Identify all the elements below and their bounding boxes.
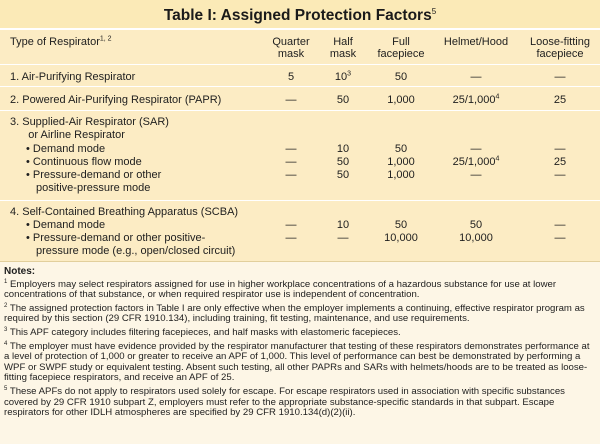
- row-label: 2. Powered Air-Purifying Respirator (PAPR): [10, 94, 222, 106]
- cell-helmet: —: [470, 169, 482, 181]
- cell-half: 10: [336, 143, 350, 155]
- header-type-of-respirator: Type of Respirator$^{1, 2}$: [10, 35, 112, 48]
- cell-loose: 25: [553, 94, 567, 106]
- table-row: [0, 86, 600, 110]
- cell-loose: —: [554, 143, 566, 155]
- cell-full: 10,000: [384, 232, 418, 244]
- sub-row-label: • Demand mode: [26, 219, 106, 231]
- cell-full: 1,000: [387, 169, 415, 181]
- table-row: [0, 200, 600, 261]
- header-half-mask: Half mask: [329, 36, 357, 60]
- table-title-row: [0, 0, 600, 30]
- sub-row-label-continued: pressure mode (e.g., open/closed circuit): [36, 245, 236, 257]
- cell-quarter: —: [285, 94, 297, 106]
- title-footnote-ref: 5: [431, 7, 437, 16]
- sub-row-label: • Pressure-demand or other positive-: [26, 232, 206, 244]
- row-label: 4. Self-Contained Breathing Apparatus (SCBA): [10, 206, 239, 218]
- sub-row-label-continued: positive-pressure mode: [36, 182, 151, 194]
- cell-helmet: 25/1,000$^4$: [452, 93, 500, 106]
- note-item: $^5$ These APFs do not apply to respirators used solely for escape. For escape respirators used in association with specific substances covered by 29 CFR 1910 subpart Z, employers must refer to the appropriate substance-specific standards in that subpart. Escape respirators for other IDLH atmospheres are specified by 29 CFR 1910.134(d)(2)(ii).: [4, 385, 565, 419]
- header-quarter-mask: Quarter mask: [272, 36, 310, 60]
- cell-full: 1,000: [387, 94, 415, 106]
- cell-half: 50: [336, 169, 350, 181]
- cell-quarter: —: [285, 169, 297, 181]
- cell-helmet: 50: [469, 219, 483, 231]
- header-full-facepiece: Full facepiece: [377, 36, 425, 60]
- header-helmet-hood: Helmet/Hood: [443, 36, 509, 48]
- cell-quarter: —: [285, 143, 297, 155]
- cell-full: 50: [394, 71, 408, 83]
- cell-half: 50: [336, 156, 350, 168]
- cell-loose: —: [554, 232, 566, 244]
- cell-half: —: [337, 232, 349, 244]
- notes-heading: Notes:: [4, 266, 36, 277]
- notes-section: [0, 264, 600, 444]
- note-item: $^3$ This APF category includes filtering facepieces, and half masks with elastomeric facepieces.: [4, 326, 401, 338]
- cell-full: 1,000: [387, 156, 415, 168]
- cell-loose: —: [554, 169, 566, 181]
- cell-helmet: —: [470, 71, 482, 83]
- cell-quarter: 5: [287, 71, 295, 83]
- sub-row-label: • Pressure-demand or other: [26, 169, 162, 181]
- cell-quarter: —: [285, 232, 297, 244]
- table-row: [0, 64, 600, 86]
- note-item: $^2$ The assigned protection factors in Table I are only effective when the employer implements a continuing, effective respirator program as required by this section (29 CFR 1910.134), including training, fit testing, maintenance, and use requirements.: [4, 302, 585, 325]
- cell-half: 10: [336, 219, 350, 231]
- row-label-continued: or Airline Respirator: [25, 129, 125, 141]
- cell-loose: —: [554, 71, 566, 83]
- cell-quarter: —: [285, 156, 297, 168]
- sub-row-label: • Demand mode: [26, 143, 106, 155]
- cell-full: 50: [394, 143, 408, 155]
- table-title: Table I: Assigned Protection Factors$^5$: [163, 7, 437, 25]
- cell-half: 50: [336, 94, 350, 106]
- header-loose-fitting: Loose-fitting facepiece: [530, 36, 590, 60]
- sub-row-label: • Continuous flow mode: [26, 156, 142, 168]
- cell-quarter: —: [285, 219, 297, 231]
- cell-full: 50: [394, 219, 408, 231]
- cell-helmet: 10,000: [459, 232, 493, 244]
- cell-loose: 25: [553, 156, 567, 168]
- cell-helmet: 25/1,000$^4$: [452, 155, 500, 168]
- note-item: $^4$ The employer must have evidence provided by the respirator manufacturer that testing of these respirators demonstrates performance at a level of protection of 1,000 or greater to receive an APF of 1,000. This level of performance can best be demonstrated by performing a WPF or SWPF study or equivalent testing. Absent such testing, all other PAPRs and SARs with helmets/hoods are to be treated as loose-fitting facepiece respirators, and receive an APF of 25.: [4, 340, 590, 384]
- cell-loose: —: [554, 219, 566, 231]
- table-header-row: [0, 32, 600, 62]
- row-label: 1. Air-Purifying Respirator: [10, 71, 136, 83]
- row-label: 3. Supplied-Air Respirator (SAR): [10, 116, 169, 128]
- table-row: [0, 110, 600, 200]
- cell-half: $10^3$: [334, 70, 352, 83]
- note-item: $^1$ Employers may select respirators assigned for use in higher workplace concentrations of a hazardous substance for use at lower concentrations of that substance, or when required respirator use is independent of concentration.: [4, 278, 557, 301]
- cell-helmet: —: [470, 143, 482, 155]
